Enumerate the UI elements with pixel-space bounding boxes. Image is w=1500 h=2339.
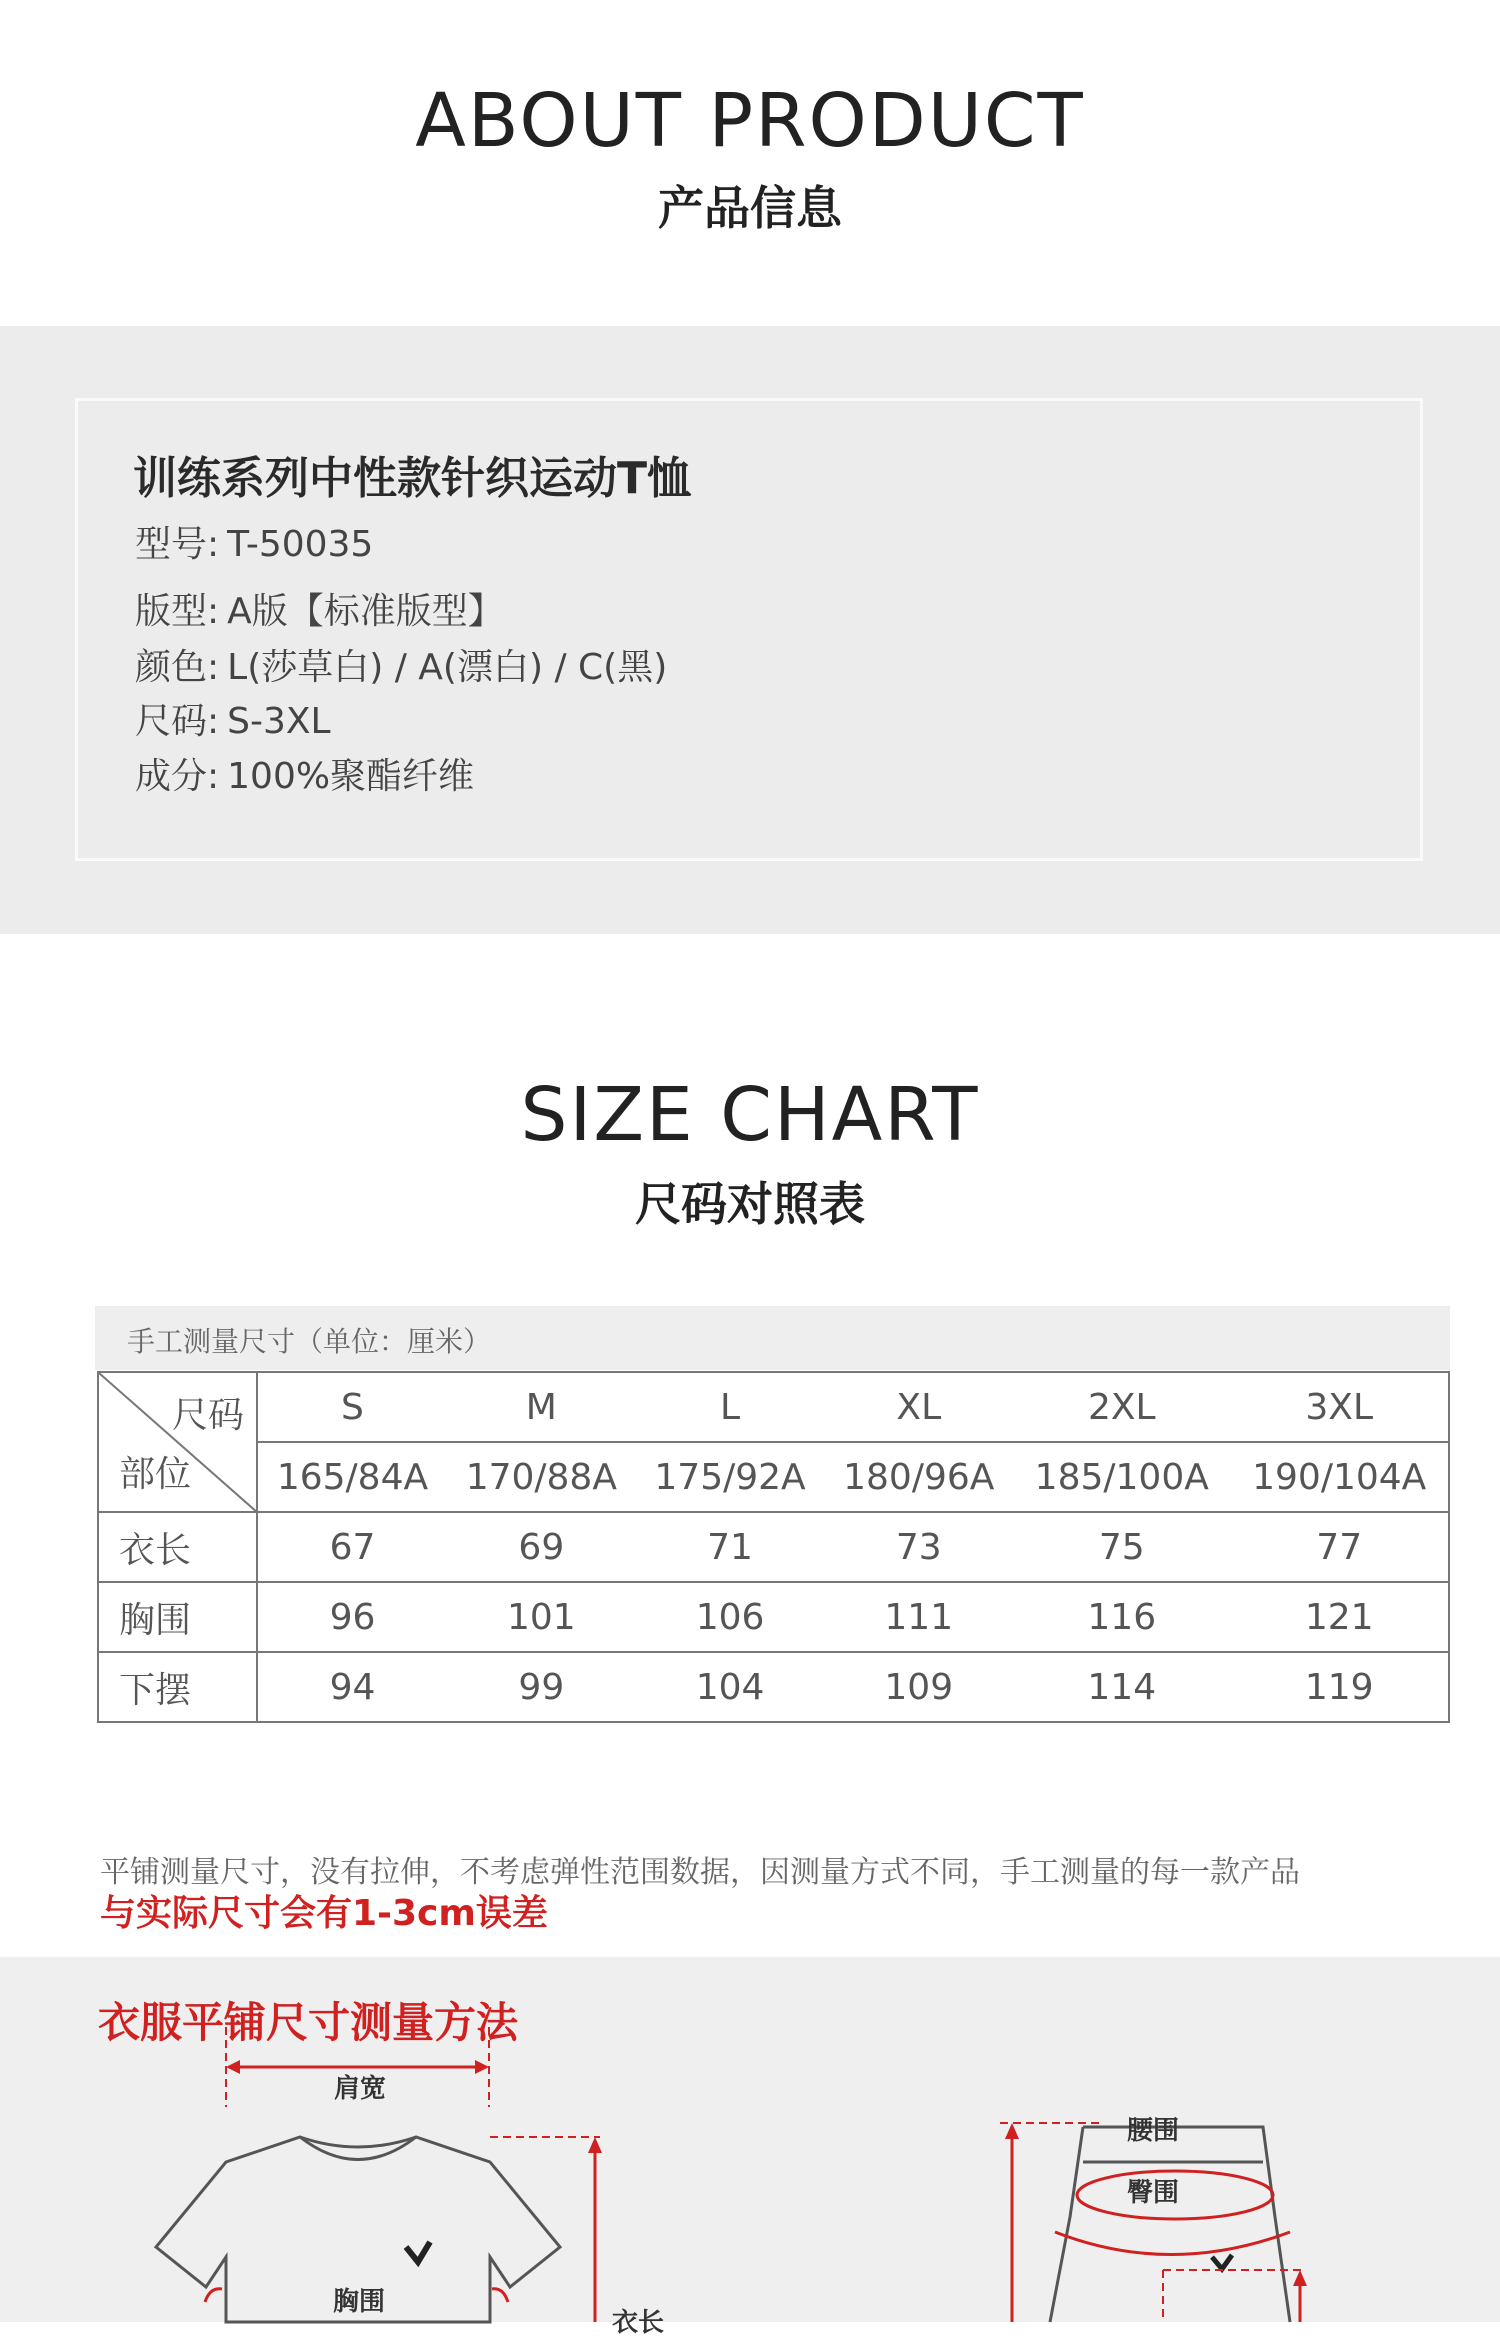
shoulder-label: 肩宽 (334, 2074, 387, 2104)
corner-cell (98, 1372, 257, 1512)
spec-cell: 190/104A (1230, 1442, 1449, 1512)
table-row-specs (98, 1442, 1449, 1512)
spec-cell: 165/84A (257, 1442, 447, 1512)
size-header: S (257, 1372, 447, 1442)
info-row-fit (135, 583, 504, 634)
info-value: S-3XL (227, 701, 331, 742)
size-header: L (636, 1372, 825, 1442)
value-cell: 73 (824, 1512, 1013, 1582)
value-cell: 109 (824, 1652, 1013, 1722)
corner-top-label: 尺码 (171, 1395, 244, 1436)
info-row-size (135, 693, 331, 744)
info-label: 型号: (135, 524, 220, 565)
size-header: 2XL (1013, 1372, 1230, 1442)
measurement-note: 平铺测量尺寸，没有拉伸，不考虑弹性范围数据，因测量方式不同，手工测量的每一款产品 (100, 1855, 1300, 1890)
table-row (98, 1512, 1449, 1582)
value-cell: 69 (447, 1512, 636, 1582)
info-value: A版【标准版型】 (227, 591, 504, 632)
info-value: T-50035 (227, 524, 374, 565)
table-row-sizes (98, 1372, 1449, 1442)
length-label: 衣长 (612, 2308, 665, 2338)
value-cell: 77 (1230, 1512, 1449, 1582)
spec-cell: 170/88A (447, 1442, 636, 1512)
value-cell: 119 (1230, 1652, 1449, 1722)
measure-method-title: 衣服平铺尺寸测量方法 (98, 1998, 519, 2047)
size-header: XL (824, 1372, 1013, 1442)
pants-diagram (1000, 2123, 1307, 2322)
value-cell: 94 (257, 1652, 447, 1722)
chest-label: 胸围 (333, 2287, 386, 2317)
info-value: L(莎草白) / A(漂白) / C(黑) (227, 647, 668, 688)
size-chart-title-en: SIZE CHART (520, 1072, 980, 1158)
size-chart-title-cn: 尺码对照表 (635, 1177, 865, 1231)
row-label: 下摆 (98, 1652, 257, 1722)
value-cell: 116 (1013, 1582, 1230, 1652)
spec-cell: 185/100A (1013, 1442, 1230, 1512)
spec-cell: 180/96A (824, 1442, 1013, 1512)
info-value: 100%聚酯纤维 (227, 756, 475, 797)
table-row (98, 1582, 1449, 1652)
info-row-color (135, 639, 667, 690)
row-label: 胸围 (98, 1582, 257, 1652)
measurement-error-note: 与实际尺寸会有1-3cm误差 (100, 1893, 548, 1934)
value-cell: 75 (1013, 1512, 1230, 1582)
value-cell: 99 (447, 1652, 636, 1722)
info-label: 成分: (135, 756, 220, 797)
hip-label: 臀围 (1127, 2178, 1180, 2208)
info-row-material (135, 748, 474, 799)
value-cell: 71 (636, 1512, 825, 1582)
info-label: 尺码: (135, 701, 220, 742)
info-label: 颜色: (135, 647, 220, 688)
value-cell: 101 (447, 1582, 636, 1652)
logo-icon (1212, 2255, 1232, 2269)
size-header: 3XL (1230, 1372, 1449, 1442)
measure-diagram (0, 1957, 1500, 2322)
product-name: 训练系列中性款针织运动T恤 (133, 453, 692, 504)
value-cell: 104 (636, 1652, 825, 1722)
value-cell: 96 (257, 1582, 447, 1652)
about-title-cn: 产品信息 (658, 181, 842, 235)
info-label: 版型: (135, 591, 220, 632)
size-header: M (447, 1372, 636, 1442)
value-cell: 106 (636, 1582, 825, 1652)
size-table (97, 1371, 1450, 1723)
waist-label: 腰围 (1127, 2116, 1180, 2146)
value-cell: 111 (824, 1582, 1013, 1652)
value-cell: 114 (1013, 1652, 1230, 1722)
table-caption: 手工测量尺寸（单位：厘米） (95, 1306, 1450, 1370)
value-cell: 67 (257, 1512, 447, 1582)
logo-icon (406, 2242, 430, 2262)
value-cell: 121 (1230, 1582, 1449, 1652)
about-title-en: ABOUT PRODUCT (415, 78, 1085, 164)
spec-cell: 175/92A (636, 1442, 825, 1512)
corner-bottom-label: 部位 (119, 1454, 192, 1495)
table-row (98, 1652, 1449, 1722)
info-row-model (135, 516, 373, 567)
row-label: 衣长 (98, 1512, 257, 1582)
